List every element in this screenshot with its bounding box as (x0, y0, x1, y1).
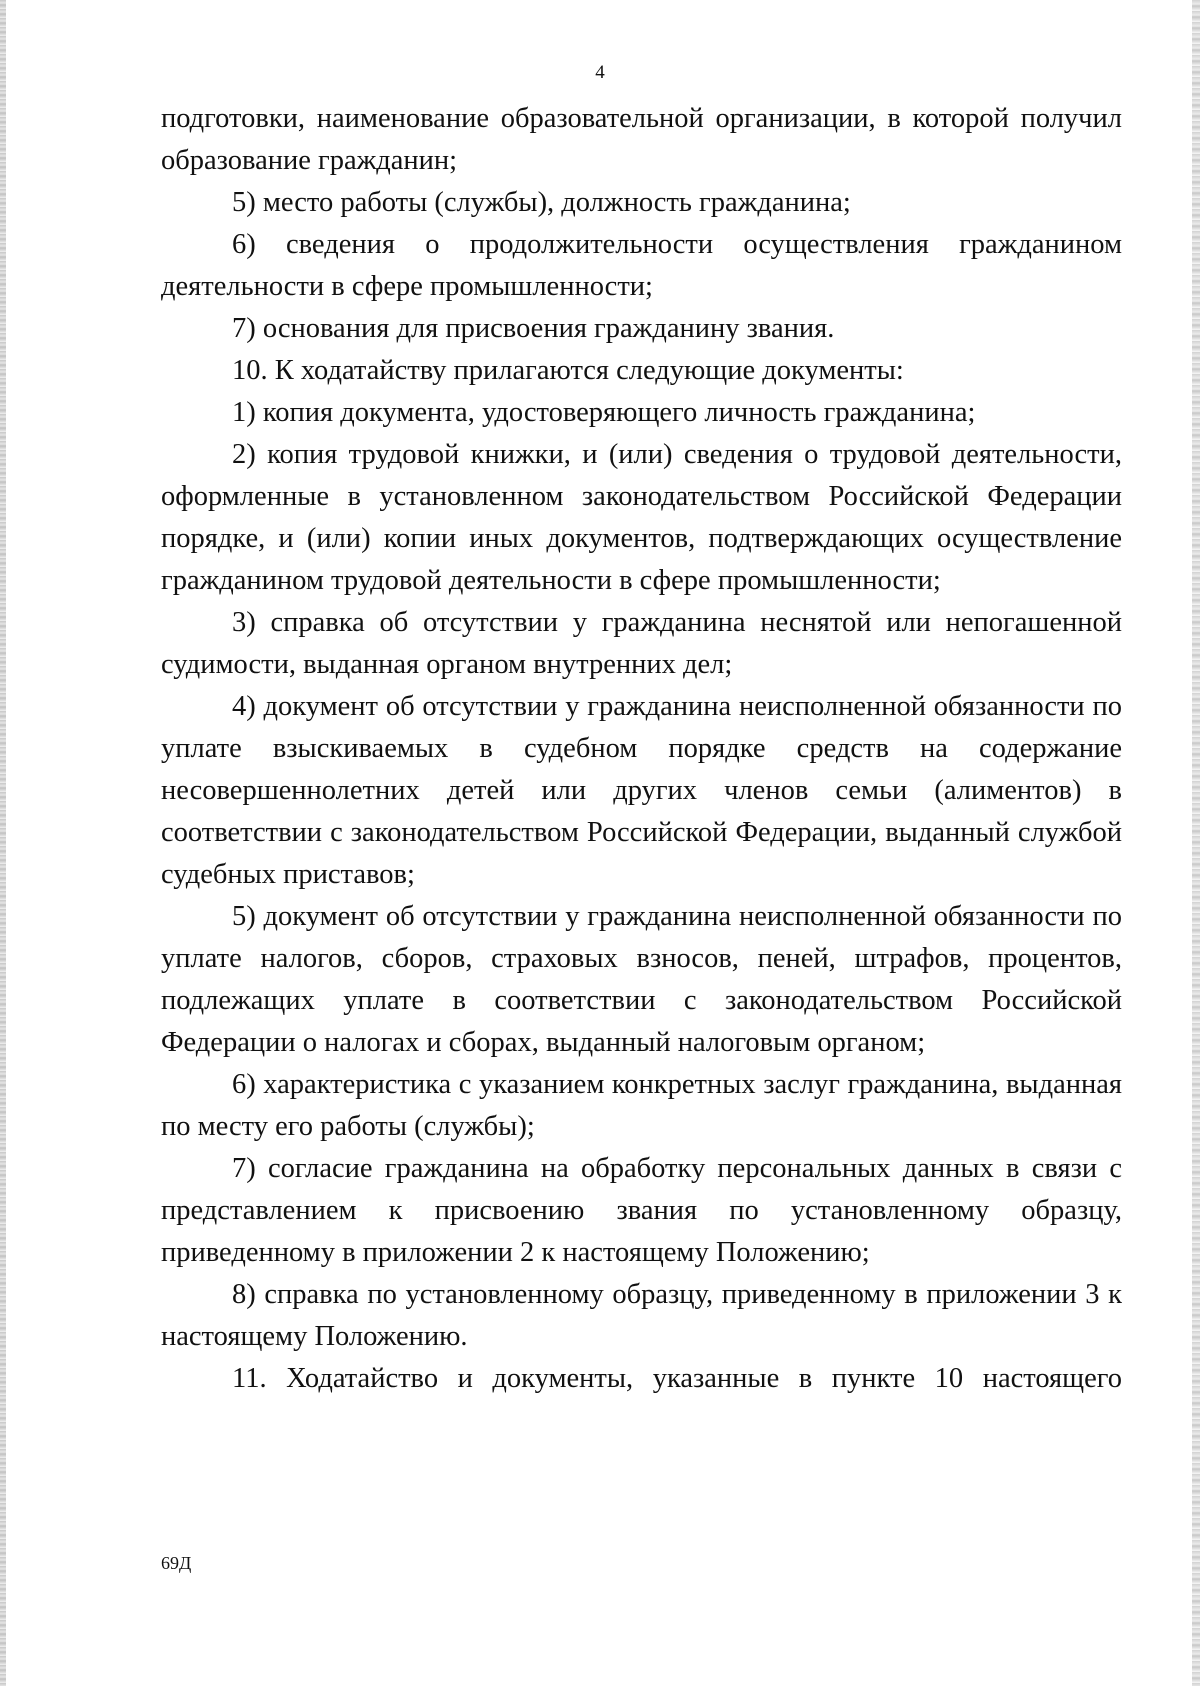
paragraph: 8) справка по установленному образцу, приведенному в приложении 3 к настоящему Положению. (161, 1279, 1122, 1352)
paragraph: 4) документ об отсутствии у гражданина неисполненной обязанности по уплате взыскиваемых в судебном порядке средств на содержание несовершеннолетних детей или других членов семьи (алиментов) в соответствии с законодательством Российской Федерации, выданный службой судебных приставов; (161, 691, 1122, 890)
page-number: 4 (595, 62, 605, 83)
paragraph: 7) согласие гражданина на обработку персональных данных в связи с представлением к присвоению звания по установленному образцу, приведенному в приложении 2 к настоящему Положению; (161, 1153, 1122, 1268)
paragraph: подготовки, наименование образовательной организации, в которой получил образование гражданин; (161, 103, 1122, 176)
paragraph: 7) основания для присвоения гражданину звания. (232, 313, 835, 344)
paragraph: 6) характеристика с указанием конкретных заслуг гражданина, выданная по месту его работы (службы); (161, 1069, 1122, 1142)
paragraph: 5) место работы (службы), должность гражданина; (232, 187, 851, 218)
paragraph: 6) сведения о продолжительности осуществления гражданином деятельности в сфере промышленности; (161, 229, 1122, 302)
paragraph: 10. К ходатайству прилагаются следующие документы: (232, 355, 904, 386)
paragraph: 2) копия трудовой книжки, и (или) сведения о трудовой деятельности, оформленные в установленном законодательством Российской Федерации порядке, и (или) копии иных документов, подтверждающих осуществление гражданином трудовой деятельности в сфере промышленности; (161, 439, 1122, 596)
footer-document-code: 69Д (161, 1553, 192, 1573)
scan-edge-right (1192, 0, 1200, 1686)
paragraph: 5) документ об отсутствии у гражданина неисполненной обязанности по уплате налогов, сборов, страховых взносов, пеней, штрафов, процентов, подлежащих уплате в соответствии с законодательством Российской Федерации о налогах и сборах, выданный налоговым органом; (161, 901, 1122, 1058)
paragraph: 3) справка об отсутствии у гражданина неснятой или непогашенной судимости, выданная органом внутренних дел; (161, 607, 1122, 680)
document-body (161, 98, 1122, 1400)
paragraph: 1) копия документа, удостоверяющего личность гражданина; (232, 397, 976, 428)
scan-edge-left (0, 0, 6, 1686)
paragraph: 11. Ходатайство и документы, указанные в пункте 10 настоящего (232, 1363, 1122, 1394)
